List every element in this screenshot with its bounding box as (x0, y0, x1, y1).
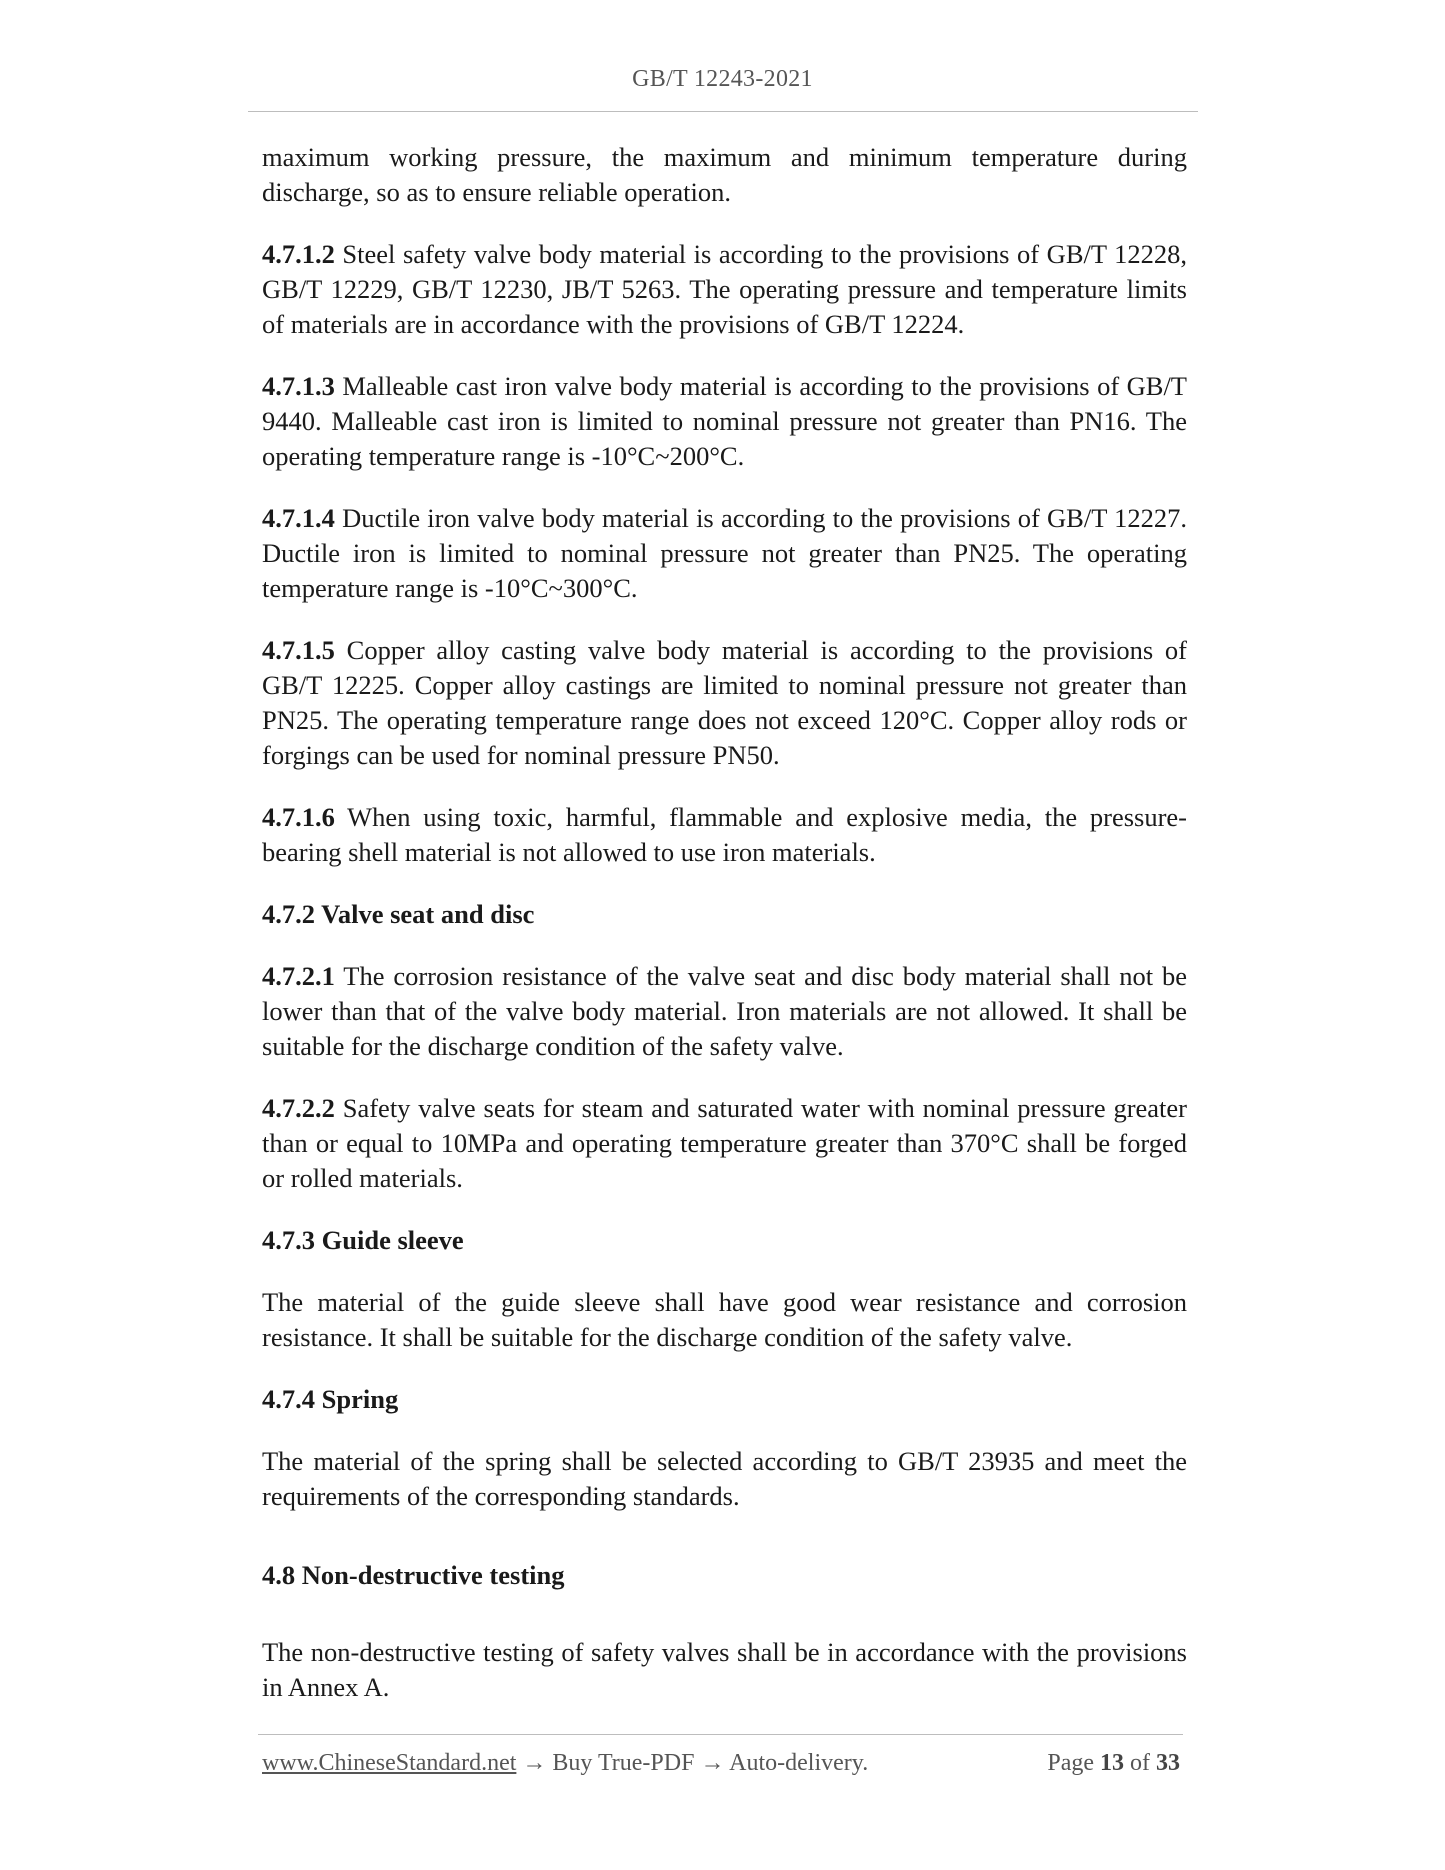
section-heading-4-7-2: 4.7.2 Valve seat and disc (262, 899, 535, 929)
clause-text: Copper alloy casting valve body material is according to the provisions of GB/T 12225. Copper alloy castings are limited to nominal pressure not greater than PN25. The operating temperature range does not exceed 120°C. Copper alloy rods or forgings can be used for nominal pressure PN50. (262, 635, 1187, 770)
clause-text: Safety valve seats for steam and saturated water with nominal pressure greater than or equal to 10MPa and operating temperature greater than 370°C shall be forged or rolled materials. (262, 1093, 1187, 1193)
total-pages: 33 (1156, 1750, 1180, 1776)
clause-text: Steel safety valve body material is according to the provisions of GB/T 12228, GB/T 12229, GB/T 12230, JB/T 5263. The operating pressure and temperature limits of materials are in accordance with the provisions of GB/T 12224. (262, 239, 1187, 339)
clause-text: When using toxic, harmful, flammable and explosive media, the pressure-bearing shell material is not allowed to use iron materials. (262, 802, 1187, 867)
clause-text: Ductile iron valve body material is according to the provisions of GB/T 12227. Ductile iron is limited to nominal pressure not greater than PN25. The operating temperature range is -10°C~300°C. (262, 503, 1187, 603)
of-label: of (1130, 1750, 1150, 1776)
clause-4-7-1-2 (262, 237, 1187, 342)
clause-4-7-1-4 (262, 501, 1187, 606)
clause-4-7-1-5 (262, 633, 1187, 773)
intro-paragraph: maximum working pressure, the maximum and minimum temperature during discharge, so as to ensure reliable operation. (262, 142, 1187, 207)
footer-divider (258, 1734, 1183, 1735)
spring-paragraph: The material of the spring shall be selected according to GB/T 23935 and meet the requirements of the corresponding standards. (262, 1446, 1187, 1511)
page-label: Page (1047, 1750, 1094, 1776)
clause-text: Malleable cast iron valve body material is according to the provisions of GB/T 9440. Malleable cast iron is limited to nominal pressure not greater than PN16. The operating temperature range is -10°C~200°C. (262, 371, 1187, 471)
page-number: 13 (1100, 1750, 1124, 1776)
section-heading-4-7-3: 4.7.3 Guide sleeve (262, 1225, 464, 1255)
arrow-right-icon: → (700, 1750, 725, 1776)
buy-true-pdf-link[interactable]: Buy True-PDF (552, 1750, 695, 1776)
clause-4-7-2-1 (262, 959, 1187, 1064)
site-link[interactable]: www.ChineseStandard.net (262, 1750, 517, 1776)
auto-delivery-text: Auto-delivery. (729, 1750, 869, 1776)
header-divider (248, 111, 1198, 112)
clause-number: 4.7.1.5 (262, 635, 335, 665)
arrow-right-icon: → (522, 1750, 547, 1776)
page-header-title: GB/T 12243-2021 (632, 66, 813, 92)
guide-sleeve-paragraph: The material of the guide sleeve shall have good wear resistance and corrosion resistance. It shall be suitable for the discharge condition of the safety valve. (262, 1287, 1187, 1352)
clause-number: 4.7.1.3 (262, 371, 335, 401)
section-heading-4-7-4: 4.7.4 Spring (262, 1384, 399, 1414)
clause-4-7-2-2 (262, 1091, 1187, 1196)
clause-4-7-1-3 (262, 369, 1187, 474)
page-content (262, 140, 1187, 1732)
ndt-paragraph: The non-destructive testing of safety valves shall be in accordance with the provisions in Annex A. (262, 1637, 1187, 1702)
clause-4-7-1-6 (262, 800, 1187, 870)
clause-number: 4.7.2.2 (262, 1093, 335, 1123)
clause-number: 4.7.1.6 (262, 802, 335, 832)
clause-number: 4.7.2.1 (262, 961, 335, 991)
page-indicator (1047, 1750, 1180, 1777)
page-footer (262, 1750, 1180, 1777)
clause-number: 4.7.1.4 (262, 503, 335, 533)
clause-text: The corrosion resistance of the valve seat and disc body material shall not be lower than that of the valve body material. Iron materials are not allowed. It shall be suitable for the discharge condition of the safety valve. (262, 961, 1187, 1061)
clause-number: 4.7.1.2 (262, 239, 335, 269)
section-heading-4-8: 4.8 Non-destructive testing (262, 1560, 565, 1590)
